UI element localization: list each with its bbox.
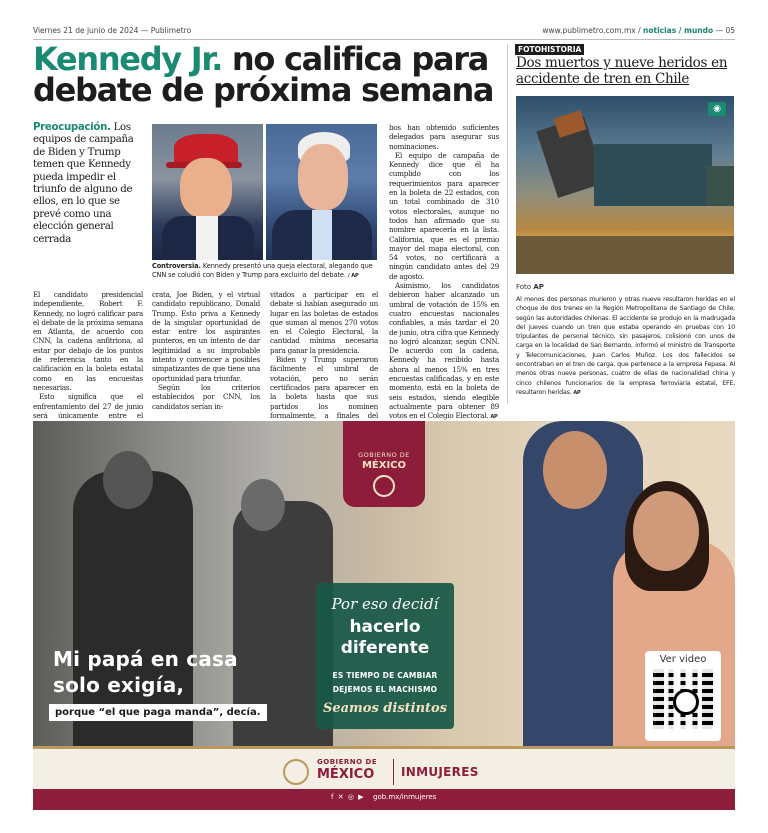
lead-kicker: Preocupación. bbox=[33, 122, 111, 133]
header-date: Viernes 21 de junio de 2024 — Publimetro bbox=[33, 26, 192, 35]
trump-face bbox=[180, 158, 232, 218]
biden-shirt bbox=[312, 210, 332, 260]
government-ad[interactable] bbox=[33, 421, 735, 810]
ad-man-head bbox=[103, 451, 153, 509]
seal-icon bbox=[373, 475, 395, 497]
sidebar-tag: FOTOHISTORIA bbox=[515, 44, 584, 55]
quote-line2: solo exigía, bbox=[53, 673, 185, 697]
locomotive bbox=[594, 144, 712, 206]
inmujeres-logo: INMUJERES bbox=[401, 765, 479, 779]
ad-message-box bbox=[316, 583, 454, 729]
paragraph: vitados a participar en el debate si habían asegurado un lugar en las boletas de estados que suman al menos 270 votos en el Colegio Electoral, la cantidad mínima necesaria para ganar la presidencia. bbox=[270, 290, 378, 355]
sidebar-body-credit: AP bbox=[573, 389, 581, 396]
caption-text: Kennedy presentó una queja electoral, alegando que CNN se coludió con Biden y Trump para excluirlo del debate. bbox=[152, 262, 373, 279]
box-line6: Seamos distintos bbox=[322, 701, 448, 716]
article-headline bbox=[33, 40, 503, 109]
ad-footer bbox=[33, 746, 735, 810]
body-column-1 bbox=[33, 290, 143, 429]
credit-label: Foto bbox=[516, 283, 532, 291]
header-site[interactable]: www.publimetro.com.mx / bbox=[542, 26, 641, 35]
qr-label: Ver video bbox=[659, 654, 707, 665]
box-line4: ES TIEMPO DE CAMBIAR bbox=[332, 671, 438, 680]
biden-photo bbox=[266, 124, 377, 260]
credit-name: AP bbox=[533, 283, 544, 291]
header-section bbox=[542, 26, 735, 35]
sidebar-title[interactable]: Dos muertos y nueve heridos en accidente de tren en Chile bbox=[516, 55, 728, 87]
sidebar-photo-credit bbox=[516, 283, 544, 291]
qr-code-icon[interactable] bbox=[653, 669, 713, 729]
footer-url[interactable]: gob.mx/inmujeres bbox=[373, 793, 437, 801]
camera-icon[interactable]: ◉ bbox=[708, 102, 726, 116]
biden-face bbox=[298, 144, 348, 210]
article-lead bbox=[33, 122, 145, 246]
footer-gob-line1: GOBIERNO DE bbox=[317, 758, 378, 766]
paragraph: Según los criterios establecidos por CNN, los candidatos serían in- bbox=[152, 382, 260, 411]
social-icons[interactable]: f ✕ ◎ ▶ bbox=[331, 793, 365, 801]
paragraph: Esto significa que el enfrentamiento del 27 de junio será únicamente entre el bbox=[33, 392, 143, 420]
railway-track bbox=[516, 236, 734, 274]
quote-line1: Mi papá en casa bbox=[53, 647, 238, 671]
header-page-number: — 05 bbox=[715, 26, 735, 35]
end-credit: AP bbox=[490, 414, 498, 421]
ad-quote-sub: porque “el que paga manda”, decía. bbox=[49, 704, 267, 721]
box-line3: diferente bbox=[340, 638, 430, 658]
header-section-name[interactable]: noticias / mundo bbox=[643, 26, 714, 35]
sidebar-body bbox=[516, 295, 735, 398]
column-divider bbox=[507, 44, 508, 404]
photo-caption bbox=[152, 262, 378, 281]
ad-young-woman-head bbox=[633, 491, 699, 571]
lead-text: Los equipos de campaña de Biden y Trump temen que Kennedy pueda impedir el triunfo de alguno de ellos, en lo que se prevé como una elección general cerrada bbox=[33, 122, 134, 245]
ad-man-figure bbox=[73, 471, 193, 771]
paragraph-last bbox=[389, 281, 499, 422]
gobierno-badge bbox=[343, 421, 425, 507]
body-column-4 bbox=[389, 123, 499, 423]
box-line5: DEJEMOS EL MACHISMO bbox=[332, 685, 438, 694]
paragraph-text: Asimismo, los candidatos debieron haber alcanzado un umbral de votación de 15% en cuatro encuestas nacionales confiables, a más tardar el 20 de junio, otra cifra que Kennedy no logró alcanzar, según CNN. De acuerdo con la cadena, Kennedy ha recibido hasta ahora al menos 15% en tres encuestas calificadas, y en este momento, está en la boleta de seis estados, siendo elegible actualmente para obtener 89 votos en el Colegio Electoral. bbox=[389, 281, 499, 421]
box-line1: Por eso decidí bbox=[331, 595, 439, 613]
paragraph: El candidato presidencial independiente, Robert F. Kennedy, no logró calificar para el debate de la próxima semana en Atlanta, de acuerdo con CNN, la cadena anfitriona, al estar por debajo de los puntos de referencia tanto en la calificación en la boleta estatal como en las encuestas necesarias. bbox=[33, 290, 143, 392]
page-header bbox=[33, 26, 735, 38]
paragraph: bos han obtenido suficientes delegados para asegurar sus nominaciones. bbox=[389, 123, 499, 151]
caption-credit: / AP bbox=[347, 273, 359, 279]
body-column-3 bbox=[270, 290, 378, 429]
badge-line2: MÉXICO bbox=[361, 460, 407, 471]
headline-accent: Kennedy Jr. bbox=[33, 40, 223, 78]
trump-shirt bbox=[196, 216, 218, 260]
trump-photo bbox=[152, 124, 263, 260]
ad-young-man-head bbox=[543, 431, 607, 509]
footer-gob-line2: MÉXICO bbox=[317, 767, 375, 782]
paragraph: El equipo de campaña de Kennedy dice que él ha cumplido con los requerimientos para aparecer en la boleta de 22 estados, con un total combinado de 310 votos electorales, aunque no todos han afirmado que su nombre aparecería en la lista. California, que es el premio mayor del mapa electoral, con 54 votos, no certificará a ningún candidato antes del 29 de agosto. bbox=[389, 150, 499, 281]
freight-car bbox=[706, 166, 734, 206]
sidebar-body-text: Al menos dos personas murieron y otras nueve resultaron heridas en el choque de dos trenes en la Región Metropolitana de Santiago de Chile, según las autoridades chilenas. El accidente se produjo en la madrugada del jueves cuando un tren que estaba operando en pruebas con 10 tripulantes de personal técnico, sin pasajeros, colisionó con unos de carga en la localidad de San Bernardo, informó el ministro de Transporte y Telecomunicaciones, Juan Carlos Muñoz. Los dos fallecidos se encontraban en el tren de carga, que pertenece a la empresa Fepasa. Al menos otras nueve personas, cuatro de ellas de nacionalidad china y cinco chilenos funcionarios de la empresa ferroviaria estatal, EFE, resultaron heridas. bbox=[516, 296, 735, 396]
mexico-seal-icon bbox=[283, 759, 309, 785]
ad-woman-head bbox=[241, 479, 285, 531]
box-line2: hacerlo bbox=[349, 617, 421, 637]
footer-divider bbox=[393, 759, 394, 785]
qr-video-box[interactable] bbox=[645, 651, 721, 741]
caption-kicker: Controversia. bbox=[152, 262, 201, 270]
paragraph: crata, Joe Biden, y el virtual candidato republicano, Donald Trump. Esto priva a Kennedy de la singular oportunidad de estar entre los aspirantes punteros, en un intento de dar legitimidad a su improbable intento y convencer a posibles simpatizantes de que tiene una oportunidad para triunfar. bbox=[152, 290, 260, 383]
body-column-2 bbox=[152, 290, 260, 411]
paragraph: Biden y Trump superaron fácilmente el umbral de votación, pero no serán certificados para aparecer en la boleta hasta que sus partidos los nominen formalmente, a finales del bbox=[270, 355, 378, 420]
train-photo bbox=[516, 96, 734, 274]
badge-line1: GOBIERNO DE bbox=[358, 451, 410, 459]
ad-quote bbox=[53, 646, 238, 698]
headline-rest: no califica para debate de próxima semana bbox=[33, 40, 494, 109]
